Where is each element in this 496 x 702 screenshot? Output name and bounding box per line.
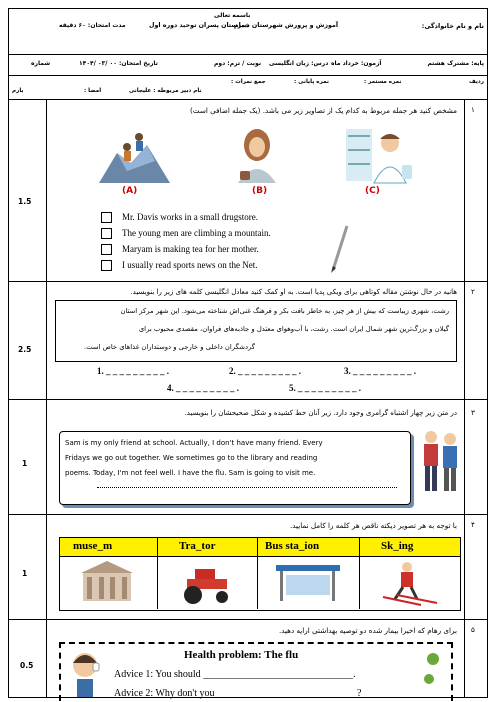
label-c: (C)	[365, 186, 380, 196]
sentence-1: Mr. Davis works in a small drugstore.	[122, 212, 258, 222]
exam-duration: مدت امتحان: ۶۰ دقیقه	[59, 22, 126, 29]
q2-number: ۲	[471, 287, 475, 296]
virus-icon	[419, 649, 447, 689]
q5-number: ۵	[471, 625, 475, 634]
exam-name: آزمون: خرداد ماه	[331, 60, 382, 67]
answer-box-2[interactable]	[101, 228, 112, 239]
signature-label: امضا :	[84, 88, 102, 94]
blank-3[interactable]: 3. _ _ _ _ _ _ _ _ _ .	[344, 366, 416, 376]
points-column-line	[46, 99, 47, 697]
woman-making-tea-picture	[232, 125, 282, 185]
q3-text-line-2: Fridays we go out together. We sometimes go to the library and reading	[65, 454, 318, 462]
q4-col-line-1	[157, 537, 158, 609]
answer-box-1[interactable]	[101, 212, 112, 223]
exam-sheet	[8, 8, 488, 698]
subject: درس: زبان انگلیسی	[269, 60, 329, 67]
final-score: نمره پایانی :	[294, 79, 329, 85]
term: نوبت / ترم: دوم	[214, 60, 262, 67]
sick-boy-picture	[65, 649, 105, 699]
q4-col-line-3	[359, 537, 360, 609]
word-tractor[interactable]: Tra_tor	[179, 540, 216, 552]
q5-points: 0.5	[20, 661, 34, 670]
q4-points: 1	[22, 569, 28, 578]
row-label: ردیف	[469, 79, 484, 85]
header-divider-2	[9, 75, 487, 76]
skiing-picture	[377, 559, 443, 607]
q3-divider	[9, 514, 487, 515]
blank-5[interactable]: 5. _ _ _ _ _ _ _ _ _ .	[289, 383, 361, 393]
bus-station-picture	[272, 561, 344, 605]
bismillah: باسمه تعالی	[214, 12, 251, 19]
label-b: (B)	[252, 186, 268, 196]
continuous-score: نمره مستمر :	[364, 79, 402, 85]
header-divider-3	[9, 99, 487, 100]
label-a: (A)	[122, 186, 138, 196]
blank-2[interactable]: 2. _ _ _ _ _ _ _ _ _ .	[229, 366, 301, 376]
name-label: نام و نام خانوادگی:	[421, 22, 484, 30]
q1-divider	[9, 281, 487, 282]
mountain-climbers-picture	[97, 127, 172, 185]
blank-1[interactable]: 1. _ _ _ _ _ _ _ _ _ .	[97, 366, 169, 376]
answer-box-4[interactable]	[101, 260, 112, 271]
passage-line-3: گردشگران داخلی و خارجی و دوستداران غذاهای خاص است.	[84, 343, 255, 351]
q1-instruction: مشخص کنید هر جمله مربوط به کدام یک از تصاویر زیر می باشد. (یک جمله اضافی است)	[189, 106, 457, 115]
pencil-icon	[329, 224, 351, 274]
q2-divider	[9, 399, 487, 400]
blank-4[interactable]: 4. _ _ _ _ _ _ _ _ _ .	[167, 383, 239, 393]
q4-divider	[9, 619, 487, 620]
museum-picture	[77, 559, 137, 605]
header-divider-1	[9, 54, 487, 55]
q4-number: ۴	[471, 520, 475, 529]
q3-points: 1	[22, 459, 28, 468]
teacher-name: نام دبیر مربوطه : علیجانی	[129, 88, 202, 94]
row-column-line	[464, 99, 465, 697]
total-score: جمع نمرات :	[231, 79, 266, 85]
q4-instruction: با توجه به هر تصویر دیکته ناقص هر کلمه را کامل نمایید.	[290, 521, 457, 530]
number-label: شماره	[31, 60, 51, 67]
pharmacist-picture	[344, 125, 419, 185]
q3-instruction: در متن زیر چهار اشتباه گرامری وجود دارد. زیر آنان خط کشیده و شکل صحیحشان را بنویسید.	[184, 409, 457, 417]
tractor-picture	[177, 561, 237, 605]
q2-instruction: هانیه در حال نوشتن مقاله کوتاهی برای ویکی پدیا است. به او کمک کنید معادل انگلیسی کلمه های زیر را بنویسید.	[130, 288, 457, 296]
q1-number: ۱	[471, 105, 475, 114]
exam-date: تاریخ امتحان: ۰۰ /۰۳ /۱۴۰۴	[79, 60, 158, 67]
word-skiing[interactable]: Sk_ing	[381, 540, 414, 552]
q3-text-line-3: poems. Today, I'm not feel well. I have the flu. Sam is going to visit me.	[65, 469, 316, 477]
word-bus-station[interactable]: Bus sta_ion	[265, 540, 320, 552]
q3-text-line-1: Sam is my only friend at school. Actually, I don't have many friend. Every	[65, 439, 323, 447]
answer-box-3[interactable]	[101, 244, 112, 255]
q2-points: 2.5	[18, 345, 32, 354]
sentence-3: Maryam is making tea for her mother.	[122, 244, 259, 254]
school-name: دبیرستان پسران توحید دوره اول	[149, 22, 250, 29]
grade: پایه: مشترک هشتم	[427, 60, 484, 67]
q4-col-line-2	[257, 537, 258, 609]
word-museum[interactable]: muse_m	[73, 540, 113, 552]
org-name: آموزش و پرورش شهرستان خمام	[234, 22, 339, 29]
advice-1[interactable]: Advice 1: You should ______________________________.	[114, 669, 356, 680]
q1-points: 1.5	[18, 197, 32, 206]
passage-line-2: گیلان و بزرگ‌ترین شهر شمال ایران است. رشت، با آب‌وهوای معتدل و جاذبه‌های فراوان، مقصدی محبوب برای	[138, 325, 449, 333]
passage-line-1: رشت، شهری زیباست که بیش از هر چیز، به خاطر بافت بکر و فرهنگ غنی‌اش شناخته می‌شود. این شهر مرکز استان	[120, 307, 449, 315]
q5-instruction: برای رهام که اخیرا بیمار شده دو توصیه بهداشتی ارایه دهید.	[278, 626, 457, 635]
two-friends-picture	[417, 427, 462, 497]
q3-number: ۳	[471, 408, 475, 417]
sentence-4: I usually read sports news on the Net.	[122, 260, 258, 270]
sentence-2: The young men are climbing a mountain.	[122, 228, 271, 238]
q3-answer-line[interactable]	[97, 487, 397, 488]
points-label: بارم	[12, 88, 24, 94]
q5-title: Health problem: The flu	[184, 649, 299, 661]
advice-2[interactable]: Advice 2: Why don't you ____________________________?	[114, 688, 362, 699]
